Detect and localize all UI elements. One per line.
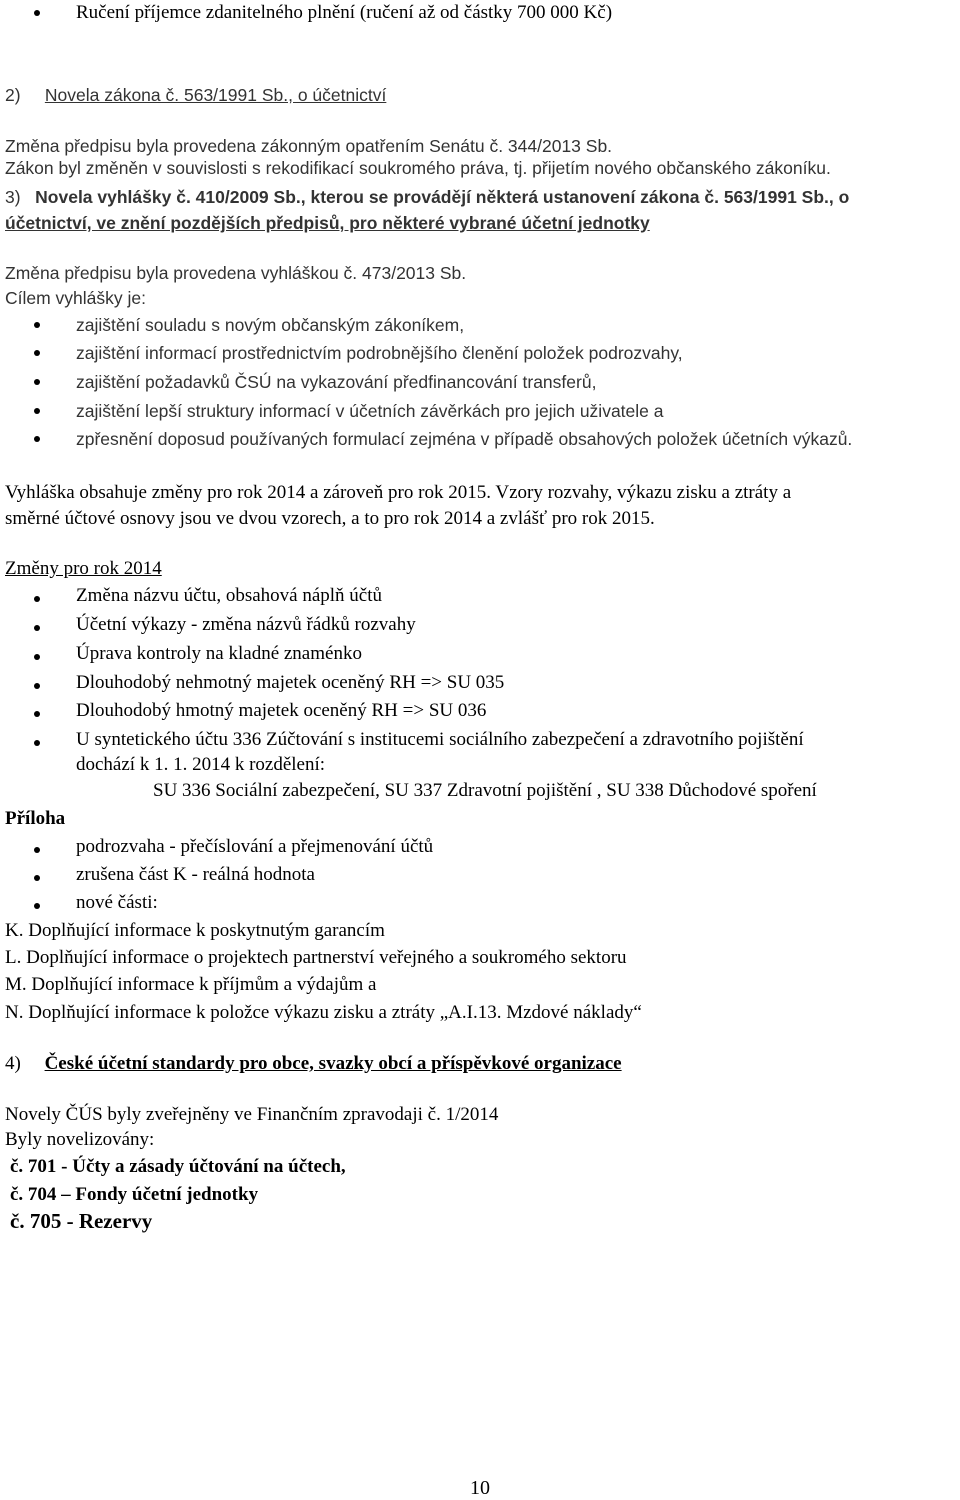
section4-title: České účetní standardy pro obce, svazky obcí a příspěvkové organizace xyxy=(44,1053,622,1074)
priloha-part: M. Doplňující informace k příjmům a výdajům a xyxy=(5,974,377,995)
section4-standard: č. 701 - Účty a zásady účtování na účtech, xyxy=(10,1156,346,1177)
section4-standard: č. 704 – Fondy účetní jednotky xyxy=(10,1184,259,1205)
section2-line2: Zákon byl změněn v souvislosti s rekodifikací soukromého práva, tj. přijetím nového občanského zákoníku. xyxy=(5,158,831,178)
bullet-dot xyxy=(34,683,40,689)
goal-item: zajištění informací prostřednictvím podrobnějšího členění položek podrozvahy, xyxy=(76,343,683,363)
section3-title-line2: účetnictví, ve znění pozdějších předpisů, pro některé vybrané účetní jednotky xyxy=(5,213,650,233)
section2-num: 2) xyxy=(5,85,21,105)
changes2014-item: Úprava kontroly na kladné znaménko xyxy=(76,643,362,664)
goal-item: zpřesnění doposud používaných formulací zejména v případě obsahových položek účetních výkazů. xyxy=(76,429,853,449)
section2-heading xyxy=(5,84,386,106)
priloha-item: podrozvaha - přečíslování a přejmenování účtů xyxy=(76,836,434,857)
section4-line1: Novely ČÚS byly zveřejněny ve Finančním zpravodaji č. 1/2014 xyxy=(5,1104,499,1125)
section3-num: 3) xyxy=(5,187,21,207)
bullet-dot xyxy=(34,654,40,660)
bullet-dot xyxy=(34,740,40,746)
section2-line1: Změna předpisu byla provedena zákonným opatřením Senátu č. 344/2013 Sb. xyxy=(5,136,613,156)
changes2014-item: Dlouhodobý hmotný majetek oceněný RH => SU 036 xyxy=(76,700,487,721)
bullet-dot xyxy=(34,408,40,414)
changes2014-item-continued: dochází k 1. 1. 2014 k rozdělení: xyxy=(76,754,326,775)
changes2014-item: Změna názvu účtu, obsahová náplň účtů xyxy=(76,585,383,606)
section3-para2: směrné účtové osnovy jsou ve dvou vzorech, a to pro rok 2014 a zvlášť pro rok 2015. xyxy=(5,508,655,529)
section3-title-line1: Novela vyhlášky č. 410/2009 Sb., kterou se provádějí některá ustanovení zákona č. 563/1991 Sb., o xyxy=(35,187,850,207)
bullet-dot xyxy=(34,903,40,909)
section3-goal-intro: Cílem vyhlášky je: xyxy=(5,288,147,308)
section4-heading xyxy=(5,1053,622,1075)
changes2014-item: Účetní výkazy - změna názvů řádků rozvahy xyxy=(76,614,416,635)
bullet-dot xyxy=(34,875,40,881)
top-bullet-text: Ručení příjemce zdanitelného plnění (ručení až od částky 700 000 Kč) xyxy=(76,2,613,23)
priloha-item: zrušena část K - reálná hodnota xyxy=(76,864,315,885)
section3-para1: Vyhláška obsahuje změny pro rok 2014 a zároveň pro rok 2015. Vzory rozvahy, výkazu zisku a ztráty a xyxy=(5,482,792,503)
changes2014-heading: Změny pro rok 2014 xyxy=(5,558,162,579)
bullet-dot xyxy=(34,322,40,328)
priloha-heading: Příloha xyxy=(5,808,66,829)
bullet-dot xyxy=(34,847,40,853)
goal-item: zajištění souladu s novým občanským zákoníkem, xyxy=(76,315,465,335)
section3-heading xyxy=(5,186,849,208)
goal-item: zajištění požadavků ČSÚ na vykazování předfinancování transferů, xyxy=(76,372,597,392)
bullet-dot xyxy=(34,10,40,16)
bullet-dot xyxy=(34,625,40,631)
bullet-dot xyxy=(34,711,40,717)
section2-title: Novela zákona č. 563/1991 Sb., o účetnictví xyxy=(44,85,387,105)
goal-item: zajištění lepší struktury informací v účetních závěrkách pro jejich uživatele a xyxy=(76,401,664,421)
changes2014-item-detail: SU 336 Sociální zabezpečení, SU 337 Zdravotní pojištění , SU 338 Důchodové spoření xyxy=(153,780,817,801)
section4-line2: Byly novelizovány: xyxy=(5,1129,155,1150)
changes2014-item: Dlouhodobý nehmotný majetek oceněný RH => SU 035 xyxy=(76,672,505,693)
bullet-dot xyxy=(34,596,40,602)
bullet-dot xyxy=(34,436,40,442)
priloha-part: N. Doplňující informace k položce výkazu zisku a ztráty „A.I.13. Mzdové náklady“ xyxy=(5,1002,642,1023)
priloha-item: nové části: xyxy=(76,892,158,913)
bullet-dot xyxy=(34,350,40,356)
page-number: 10 xyxy=(470,1477,490,1499)
priloha-part: L. Doplňující informace o projektech partnerství veřejného a soukromého sektoru xyxy=(5,947,627,968)
priloha-part: K. Doplňující informace k poskytnutým garancím xyxy=(5,920,385,941)
bullet-dot xyxy=(34,379,40,385)
section4-num: 4) xyxy=(5,1053,21,1074)
section4-standard: č. 705 - Rezervy xyxy=(10,1209,153,1233)
section3-change: Změna předpisu byla provedena vyhláškou č. 473/2013 Sb. xyxy=(5,263,467,283)
changes2014-item: U syntetického účtu 336 Zúčtování s institucemi sociálního zabezpečení a zdravotního pojištění xyxy=(76,729,804,750)
